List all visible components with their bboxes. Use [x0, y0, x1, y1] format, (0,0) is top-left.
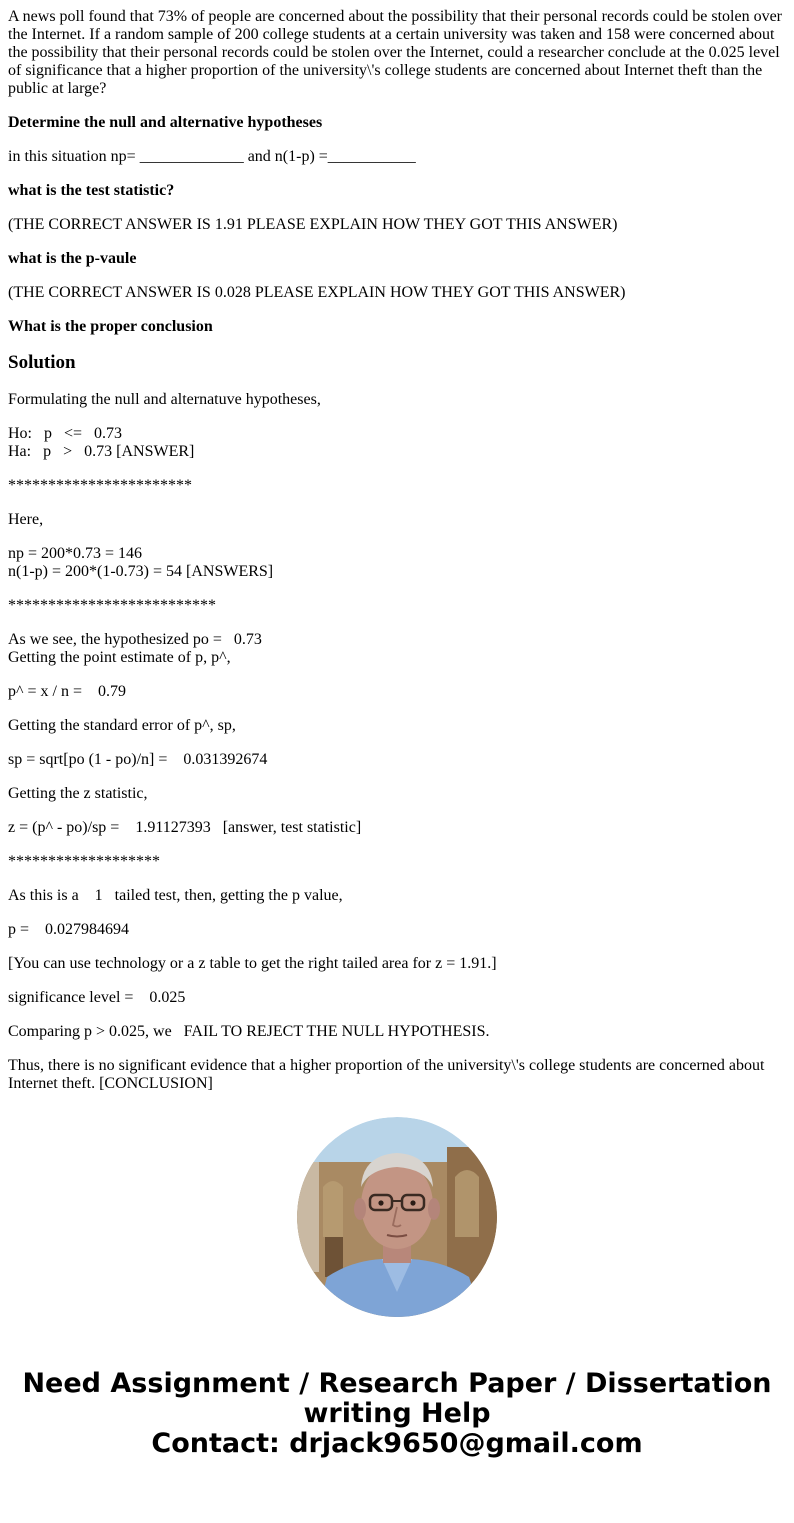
solution-technology-note: [You can use technology or a z table to get the right tailed area for z = 1.91.] — [8, 955, 497, 972]
question-part-test-statistic: what is the test statistic? — [8, 182, 175, 199]
solution-tailed-test: As this is a 1 tailed test, then, getting the p value, — [8, 887, 343, 904]
question-part-conclusion: What is the proper conclusion — [8, 318, 213, 335]
solution-z-statistic: z = (p^ - po)/sp = 1.91127393 [answer, test statistic] — [8, 819, 362, 836]
solution-conclusion: Thus, there is no significant evidence that a higher proportion of the university\'s college students are concerned about Internet theft. [CONCLUSION] — [8, 1057, 765, 1092]
author-photo — [297, 1117, 497, 1317]
question-part-np: in this situation np= _____________ and n(1-p) =___________ — [8, 148, 416, 165]
separator-stars: *********************** — [8, 477, 192, 494]
solution-here: Here, — [8, 511, 44, 528]
solution-standard-error: sp = sqrt[po (1 - po)/n] = 0.031392674 — [8, 751, 268, 768]
solution-standard-error-label: Getting the standard error of p^, sp, — [8, 717, 236, 734]
question-note-p-value: (THE CORRECT ANSWER IS 0.028 PLEASE EXPLAIN HOW THEY GOT THIS ANSWER) — [8, 284, 626, 301]
solution-z-label: Getting the z statistic, — [8, 785, 148, 802]
solution-hypothesized-po: As we see, the hypothesized po = 0.73 — [8, 631, 262, 648]
author-photo-wrapper — [8, 1117, 786, 1317]
promo-line: Need Assignment / Research Paper / Dissertation — [22, 1368, 772, 1399]
promo-contact: Contact: drjack9650@gmail.com — [151, 1428, 643, 1459]
solution-nq: n(1-p) = 200*(1-0.73) = 54 [ANSWERS] — [8, 563, 274, 580]
question-note-test-statistic: (THE CORRECT ANSWER IS 1.91 PLEASE EXPLAIN HOW THEY GOT THIS ANSWER) — [8, 216, 618, 233]
solution-formulating: Formulating the null and alternatuve hypotheses, — [8, 391, 321, 408]
solution-heading: Solution — [8, 352, 76, 373]
separator-stars: ************************** — [8, 597, 216, 614]
solution-p-value: p = 0.027984694 — [8, 921, 130, 938]
solution-point-estimate-label: Getting the point estimate of p, p^, — [8, 649, 231, 666]
solution-null-hypothesis: Ho: p <= 0.73 — [8, 425, 123, 442]
question-part-p-value: what is the p-vaule — [8, 250, 137, 267]
solution-np: np = 200*0.73 = 146 — [8, 545, 143, 562]
question-intro: A news poll found that 73% of people are concerned about the possibility that their personal records could be stolen over the Internet. If a random sample of 200 college students at a certain university was taken and 158 were concerned about the possibility that their personal records could be stolen over the Internet, could a researcher conclude at the 0.025 level of significance that a higher proportion of the university\'s college students are concerned about Internet theft than the public at large? — [8, 8, 783, 97]
question-part-hypotheses: Determine the null and alternative hypotheses — [8, 114, 323, 131]
solution-alt-hypothesis: Ha: p > 0.73 [ANSWER] — [8, 443, 195, 460]
solution-point-estimate: p^ = x / n = 0.79 — [8, 683, 126, 700]
separator-stars: ******************* — [8, 853, 160, 870]
solution-comparison: Comparing p > 0.025, we FAIL TO REJECT THE NULL HYPOTHESIS. — [8, 1023, 490, 1040]
promo-banner — [8, 1369, 786, 1459]
promo-line: writing Help — [303, 1398, 491, 1429]
solution-significance-level: significance level = 0.025 — [8, 989, 186, 1006]
